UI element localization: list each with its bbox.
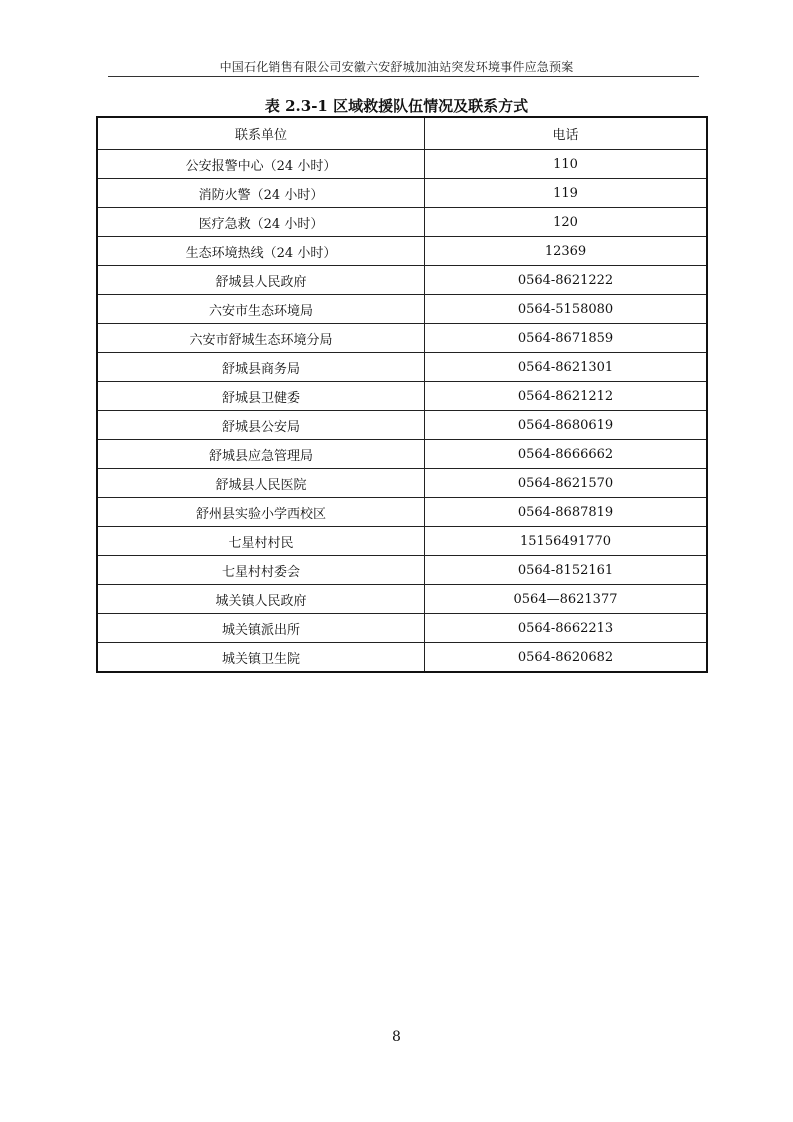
contact-unit-cell: 六安市生态环境局 — [97, 295, 425, 324]
contact-phone-cell: 0564—8621377 — [425, 585, 708, 614]
table-row — [97, 527, 707, 556]
contact-unit-cell: 医疗急救（24 小时） — [97, 208, 425, 237]
table-row — [97, 614, 707, 643]
contact-phone-cell: 0564-8621222 — [425, 266, 708, 295]
table-row — [97, 266, 707, 295]
page-number: 8 — [392, 1029, 401, 1045]
contact-unit-cell: 舒城县应急管理局 — [97, 440, 425, 469]
contact-unit-cell: 舒城县人民医院 — [97, 469, 425, 498]
table-title: 表 2.3-1 区域救援队伍情况及联系方式 — [264, 97, 529, 115]
table-row — [97, 498, 707, 527]
contact-phone-cell: 0564-8621212 — [425, 382, 708, 411]
contact-phone-cell: 0564-8662213 — [425, 614, 708, 643]
contact-phone-cell: 0564-8152161 — [425, 556, 708, 585]
contact-phone-cell: 0564-8671859 — [425, 324, 708, 353]
table-row — [97, 179, 707, 208]
table-row — [97, 295, 707, 324]
contact-unit-cell: 生态环境热线（24 小时） — [97, 237, 425, 266]
contact-phone-cell: 0564-8666662 — [425, 440, 708, 469]
contact-phone-cell: 0564-5158080 — [425, 295, 708, 324]
page-header: 中国石化销售有限公司安徽六安舒城加油站突发环境事件应急预案 — [219, 60, 574, 74]
contact-unit-cell: 舒城县卫健委 — [97, 382, 425, 411]
table-row — [97, 382, 707, 411]
contact-unit-cell: 消防火警（24 小时） — [97, 179, 425, 208]
contact-phone-cell: 12369 — [425, 237, 708, 266]
table-row — [97, 353, 707, 382]
table-row — [97, 237, 707, 266]
contact-phone-cell: 0564-8621301 — [425, 353, 708, 382]
table-row — [97, 469, 707, 498]
contact-phone-cell: 0564-8680619 — [425, 411, 708, 440]
table-row — [97, 411, 707, 440]
table-row — [97, 208, 707, 237]
contact-unit-cell: 舒州县实验小学西校区 — [97, 498, 425, 527]
contact-unit-cell: 六安市舒城生态环境分局 — [97, 324, 425, 353]
contact-unit-cell: 舒城县人民政府 — [97, 266, 425, 295]
column-header-unit: 联系单位 — [97, 117, 425, 150]
contact-unit-cell: 七星村村委会 — [97, 556, 425, 585]
table-row — [97, 324, 707, 353]
contact-unit-cell: 城关镇人民政府 — [97, 585, 425, 614]
contact-phone-cell: 0564-8621570 — [425, 469, 708, 498]
contact-unit-cell: 舒城县公安局 — [97, 411, 425, 440]
table-row — [97, 150, 707, 179]
table-header-row — [97, 117, 707, 150]
contact-phone-cell: 15156491770 — [425, 527, 708, 556]
contact-phone-cell: 0564-8687819 — [425, 498, 708, 527]
contact-unit-cell: 公安报警中心（24 小时） — [97, 150, 425, 179]
header-divider — [108, 76, 699, 77]
contact-unit-cell: 城关镇卫生院 — [97, 643, 425, 673]
table-row — [97, 440, 707, 469]
contact-unit-cell: 七星村村民 — [97, 527, 425, 556]
contact-table — [96, 116, 708, 673]
table-row — [97, 585, 707, 614]
contact-phone-cell: 120 — [425, 208, 708, 237]
contact-phone-cell: 0564-8620682 — [425, 643, 708, 673]
contact-phone-cell: 110 — [425, 150, 708, 179]
contact-unit-cell: 城关镇派出所 — [97, 614, 425, 643]
contact-phone-cell: 119 — [425, 179, 708, 208]
column-header-phone: 电话 — [425, 117, 708, 150]
table-row — [97, 643, 707, 673]
table-row — [97, 556, 707, 585]
contact-unit-cell: 舒城县商务局 — [97, 353, 425, 382]
